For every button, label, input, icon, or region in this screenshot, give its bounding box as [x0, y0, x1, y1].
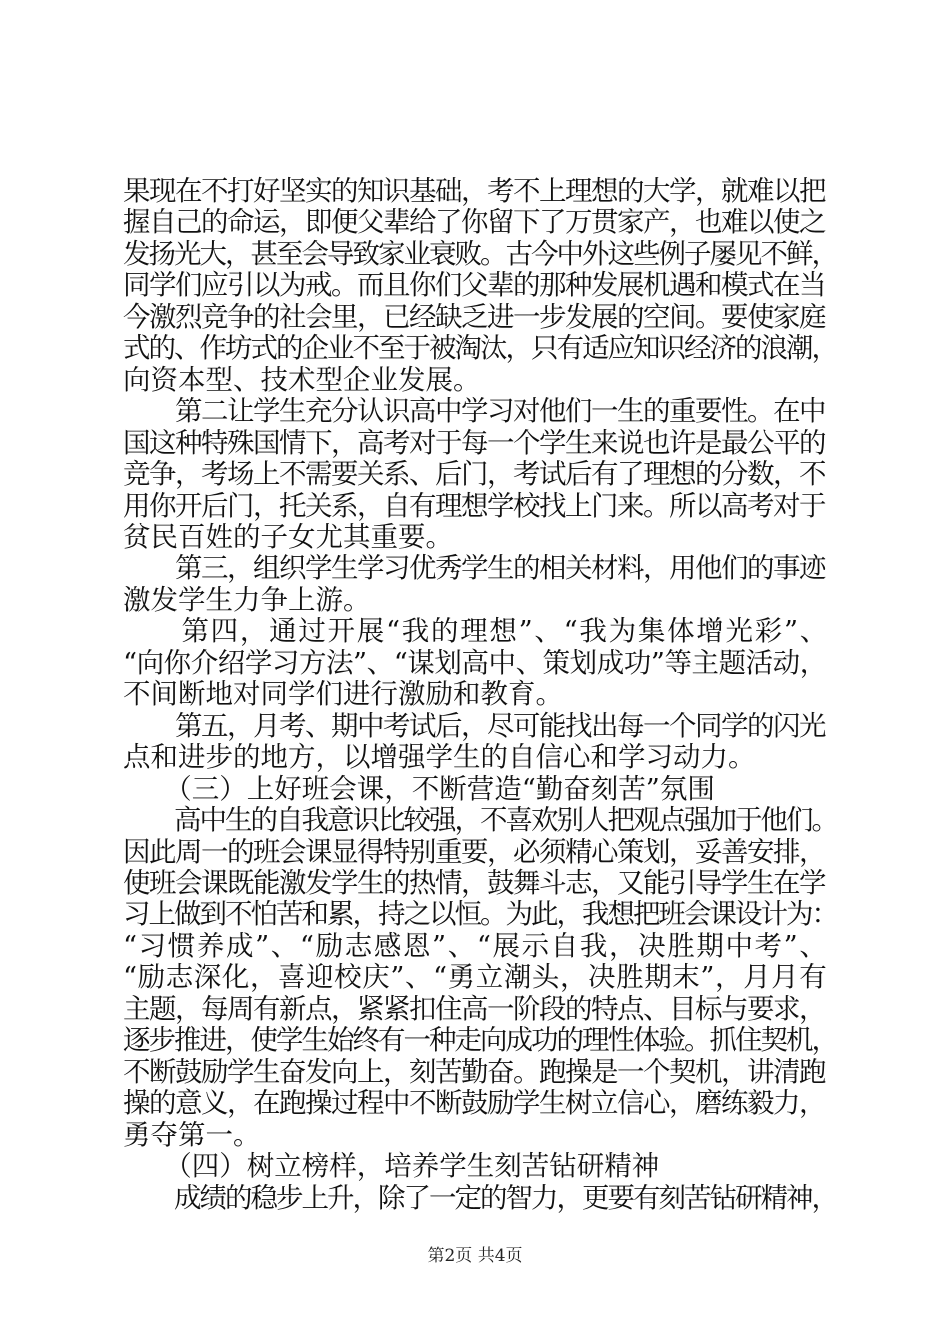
section-heading: （四）树立榜样，培养学生刻苦钻研精神 [123, 1150, 660, 1183]
text-line: 同学们应引以为戒。而且你们父辈的那种发展机遇和模式在当 [123, 269, 825, 302]
text-line: 果现在不打好坚实的知识基础，考不上理想的大学，就难以把 [123, 175, 825, 207]
text-line: 今激烈竞争的社会里，已经缺乏进一步发展的空间。要使家庭 [123, 300, 825, 333]
text-line: 成绩的稳步上升，除了一定的智力，更要有刻苦钻研精神， [123, 1181, 837, 1214]
text-line: 用你开后门，托关系，自有理想学校找上门来。所以高考对于 [123, 489, 825, 522]
text-line: 激发学生力争上游。 [123, 583, 371, 616]
text-line: 第四，通过开展“我的理想”、“我为集体增光彩”、 [123, 615, 829, 648]
text-line: “习惯养成”、“励志感恩”、“展示自我，决胜期中考”、 [123, 929, 829, 962]
text-line: 逐步推进，使学生始终有一种走向成功的理性体验。抓住契机， [123, 1024, 837, 1057]
text-line: 贫民百姓的子女尤其重要。 [123, 521, 453, 553]
text-line: 勇夺第一。 [123, 1118, 261, 1151]
text-line: 操的意义，在跑操过程中不断鼓励学生树立信心，磨练毅力， [123, 1087, 825, 1120]
text-line: 第五，月考、期中考试后，尽可能找出每一个同学的闪光 [123, 709, 825, 742]
text-line: 因此周一的班会课显得特别重要，必须精心策划，妥善安排， [123, 835, 825, 868]
text-line: “励志深化，喜迎校庆”、“勇立潮头，决胜期末”，月月有 [123, 961, 828, 994]
text-line: 高中生的自我意识比较强，不喜欢别人把观点强加于他们。 [123, 804, 837, 837]
text-line: 习上做到不怕苦和累，持之以恒。为此，我想把班会课设计为： [123, 898, 837, 931]
text-line: 使班会课既能激发学生的热情，鼓舞斗志，又能引导学生在学 [123, 867, 825, 899]
text-line: 点和进步的地方，以增强学生的自信心和学习动力。 [123, 741, 756, 774]
text-line: 式的、作坊式的企业不至于被淘汰，只有适应知识经济的浪潮， [123, 332, 837, 365]
text-line: 主题，每周有新点，紧紧扣住高一阶段的特点、目标与要求， [123, 992, 825, 1025]
text-line: 不间断地对同学们进行激励和教育。 [123, 678, 563, 711]
page-number-footer: 第2页 共4页 [427, 1246, 523, 1266]
text-line: 发扬光大，甚至会导致家业衰败。古今中外这些例子屡见不鲜， [123, 237, 837, 270]
text-line: 国这种特殊国情下，高考对于每一个学生来说也许是最公平的 [123, 426, 825, 459]
text-line: 不断鼓励学生奋发向上，刻苦勤奋。跑操是一个契机，讲清跑 [123, 1055, 825, 1088]
text-line: 第三，组织学生学习优秀学生的相关材料，用他们的事迹 [123, 552, 825, 585]
section-heading: （三）上好班会课，不断营造“勤奋刻苦”氛围 [123, 772, 715, 805]
text-line: 第二让学生充分认识高中学习对他们一生的重要性。在中 [123, 395, 825, 428]
text-line: 向资本型、技术型企业发展。 [123, 363, 481, 396]
text-line: 竞争，考场上不需要关系、后门，考试后有了理想的分数，不 [123, 458, 825, 491]
text-line: “向你介绍学习方法”、“谋划高中、策划成功”等主题活动， [123, 646, 827, 679]
text-line: 握自己的命运，即便父辈给了你留下了万贯家产，也难以使之 [123, 206, 825, 239]
